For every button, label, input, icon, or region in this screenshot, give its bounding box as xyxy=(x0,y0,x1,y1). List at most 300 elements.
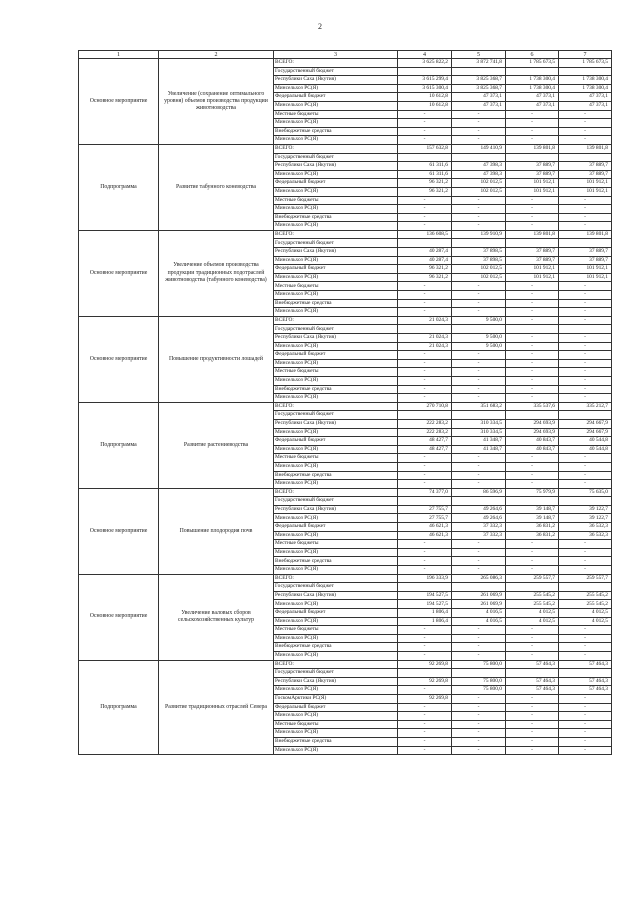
amount-cell: - xyxy=(452,127,506,136)
amount-cell: 101 912,1 xyxy=(506,265,559,274)
amount-cell: - xyxy=(559,342,612,351)
amount-cell: 37 898,5 xyxy=(452,248,506,257)
amount-cell: 37 332,3 xyxy=(452,523,506,532)
amount-cell: - xyxy=(398,359,452,368)
amount-cell: - xyxy=(398,737,452,746)
amount-cell xyxy=(452,669,506,678)
amount-cell: 47 373,1 xyxy=(559,101,612,110)
section-type: Подпрограмма xyxy=(79,144,159,230)
amount-cell: - xyxy=(398,110,452,119)
funding-source: Минсельхоз РС(Я) xyxy=(274,101,398,110)
amount-cell: - xyxy=(559,462,612,471)
funding-source: Местные бюджеты xyxy=(274,720,398,729)
amount-cell: - xyxy=(398,291,452,300)
amount-cell: - xyxy=(559,566,612,575)
amount-cell: 3 615 300,4 xyxy=(398,84,452,93)
funding-source: ВСЕГО: xyxy=(274,574,398,583)
amount-cell: - xyxy=(559,712,612,721)
funding-source: Минсельхоз РС(Я) xyxy=(274,291,398,300)
amount-cell xyxy=(506,583,559,592)
amount-cell: 92 269,8 xyxy=(398,660,452,669)
amount-cell: 102 012,5 xyxy=(452,265,506,274)
amount-cell: 255 545,2 xyxy=(506,600,559,609)
amount-cell: - xyxy=(452,462,506,471)
section-type: Основное мероприятие xyxy=(79,59,159,145)
amount-cell: - xyxy=(559,282,612,291)
section-type: Основное мероприятие xyxy=(79,230,159,316)
amount-cell: - xyxy=(559,205,612,214)
funding-source: Внебюджетные средства xyxy=(274,127,398,136)
funding-source: ГоскомАрктики РС(Я) xyxy=(274,694,398,703)
amount-cell: - xyxy=(506,557,559,566)
funding-source: Минсельхоз РС(Я) xyxy=(274,342,398,351)
amount-cell: - xyxy=(506,394,559,403)
amount-cell: - xyxy=(559,548,612,557)
amount-cell: - xyxy=(506,110,559,119)
amount-cell: 92 269,8 xyxy=(398,694,452,703)
section-name: Развитие растениеводства xyxy=(159,402,274,488)
amount-cell: - xyxy=(559,368,612,377)
amount-cell: 270 710,8 xyxy=(398,402,452,411)
funding-source: Минсельхоз РС(Я) xyxy=(274,308,398,317)
funding-source: Минсельхоз РС(Я) xyxy=(274,394,398,403)
amount-cell: 46 621,3 xyxy=(398,531,452,540)
amount-cell: - xyxy=(506,703,559,712)
section-name: Увеличение объемов производства продукции традиционных подотраслей животноводства (табунного коневодства) xyxy=(159,230,274,316)
funding-source: Республики Саха (Якутия) xyxy=(274,505,398,514)
funding-source: Республики Саха (Якутия) xyxy=(274,419,398,428)
amount-cell: - xyxy=(506,299,559,308)
amount-cell: 36 532,3 xyxy=(559,523,612,532)
funding-source: Внебюджетные средства xyxy=(274,557,398,566)
amount-cell: - xyxy=(506,213,559,222)
funding-source: Федеральный бюджет xyxy=(274,609,398,618)
funding-source: Минсельхоз РС(Я) xyxy=(274,712,398,721)
funding-source: Минсельхоз РС(Я) xyxy=(274,187,398,196)
funding-source: Местные бюджеты xyxy=(274,540,398,549)
funding-source: Минсельхоз РС(Я) xyxy=(274,566,398,575)
amount-cell: 46 621,3 xyxy=(398,523,452,532)
amount-cell: - xyxy=(559,196,612,205)
amount-cell: - xyxy=(452,566,506,575)
amount-cell: - xyxy=(506,548,559,557)
funding-source: ВСЕГО: xyxy=(274,230,398,239)
amount-cell: 61 311,6 xyxy=(398,170,452,179)
amount-cell: - xyxy=(398,119,452,128)
funding-source: Федеральный бюджет xyxy=(274,437,398,446)
amount-cell: 39 148,7 xyxy=(506,505,559,514)
funding-source: ВСЕГО: xyxy=(274,488,398,497)
amount-cell: - xyxy=(506,480,559,489)
amount-cell: - xyxy=(506,316,559,325)
amount-cell: - xyxy=(398,454,452,463)
amount-cell: 57 464,3 xyxy=(506,686,559,695)
funding-source: Минсельхоз РС(Я) xyxy=(274,428,398,437)
amount-cell: 136 608,5 xyxy=(398,230,452,239)
amount-cell: 101 912,1 xyxy=(559,179,612,188)
amount-cell: 37 889,7 xyxy=(559,170,612,179)
funding-source: Минсельхоз РС(Я) xyxy=(274,273,398,282)
funding-source: Местные бюджеты xyxy=(274,368,398,377)
amount-cell: - xyxy=(398,471,452,480)
amount-cell: - xyxy=(398,385,452,394)
amount-cell: 101 912,1 xyxy=(506,179,559,188)
amount-cell: 75 800,0 xyxy=(452,677,506,686)
table-row xyxy=(79,402,612,411)
amount-cell: - xyxy=(452,136,506,145)
amount-cell: - xyxy=(398,626,452,635)
funding-source: Государственный бюджет xyxy=(274,411,398,420)
amount-cell: 48 427,7 xyxy=(398,437,452,446)
amount-cell: 102 012,5 xyxy=(452,179,506,188)
amount-cell: - xyxy=(506,136,559,145)
funding-source: Государственный бюджет xyxy=(274,497,398,506)
amount-cell xyxy=(559,153,612,162)
amount-cell: - xyxy=(506,119,559,128)
funding-source: Минсельхоз РС(Я) xyxy=(274,462,398,471)
amount-cell: 335 537,6 xyxy=(506,402,559,411)
amount-cell: 3 825 368,7 xyxy=(452,76,506,85)
amount-cell: 47 373,1 xyxy=(452,101,506,110)
funding-source: Местные бюджеты xyxy=(274,196,398,205)
amount-cell: 21 024,3 xyxy=(398,342,452,351)
amount-cell: 335 212,7 xyxy=(559,402,612,411)
amount-cell: - xyxy=(452,651,506,660)
amount-cell: - xyxy=(452,712,506,721)
funding-source: ВСЕГО: xyxy=(274,144,398,153)
amount-cell: 47 373,1 xyxy=(506,93,559,102)
amount-cell: - xyxy=(398,746,452,755)
amount-cell: 57 464,3 xyxy=(559,660,612,669)
amount-cell: - xyxy=(559,127,612,136)
amount-cell: - xyxy=(398,205,452,214)
amount-cell: - xyxy=(398,462,452,471)
column-number: 7 xyxy=(559,51,612,59)
amount-cell: 49 264,6 xyxy=(452,505,506,514)
funding-source: Внебюджетные средства xyxy=(274,213,398,222)
funding-source: Минсельхоз РС(Я) xyxy=(274,136,398,145)
funding-source: Минсельхоз РС(Я) xyxy=(274,514,398,523)
amount-cell: - xyxy=(452,557,506,566)
amount-cell: 294 667,9 xyxy=(559,428,612,437)
amount-cell: - xyxy=(452,454,506,463)
funding-source: Государственный бюджет xyxy=(274,669,398,678)
funding-source: Федеральный бюджет xyxy=(274,93,398,102)
section-name: Развитие традиционных отраслей Севера xyxy=(159,660,274,755)
amount-cell xyxy=(559,239,612,248)
amount-cell: 40 843,7 xyxy=(506,445,559,454)
amount-cell: 21 024,3 xyxy=(398,334,452,343)
amount-cell: 194 527,5 xyxy=(398,600,452,609)
amount-cell: 96 321,2 xyxy=(398,179,452,188)
column-number: 1 xyxy=(79,51,159,59)
amount-cell xyxy=(506,67,559,76)
amount-cell xyxy=(452,497,506,506)
funding-source: Федеральный бюджет xyxy=(274,523,398,532)
funding-source: Республики Саха (Якутия) xyxy=(274,334,398,343)
amount-cell: - xyxy=(559,222,612,231)
funding-source: Государственный бюджет xyxy=(274,325,398,334)
amount-cell: - xyxy=(506,351,559,360)
amount-cell: - xyxy=(559,351,612,360)
amount-cell xyxy=(452,239,506,248)
amount-cell: - xyxy=(452,626,506,635)
amount-cell: - xyxy=(559,316,612,325)
amount-cell: - xyxy=(506,454,559,463)
amount-cell: - xyxy=(398,213,452,222)
amount-cell: 255 545,2 xyxy=(506,591,559,600)
amount-cell: - xyxy=(559,376,612,385)
amount-cell: 37 889,7 xyxy=(506,256,559,265)
amount-cell: 139 910,9 xyxy=(452,230,506,239)
amount-cell: 1 785 673,5 xyxy=(506,59,559,68)
funding-source: Республики Саха (Якутия) xyxy=(274,162,398,171)
page-number: 2 xyxy=(318,22,322,31)
amount-cell xyxy=(398,67,452,76)
amount-cell: - xyxy=(506,205,559,214)
amount-cell: - xyxy=(559,291,612,300)
amount-cell: 101 912,1 xyxy=(506,187,559,196)
amount-cell: 4 016,5 xyxy=(452,617,506,626)
funding-source: ВСЕГО: xyxy=(274,316,398,325)
amount-cell: - xyxy=(398,351,452,360)
amount-cell: - xyxy=(506,376,559,385)
amount-cell: - xyxy=(452,351,506,360)
amount-cell xyxy=(506,325,559,334)
amount-cell: 222 283,2 xyxy=(398,428,452,437)
section-type: Подпрограмма xyxy=(79,402,159,488)
funding-source: Минсельхоз РС(Я) xyxy=(274,634,398,643)
amount-cell: 92 269,8 xyxy=(398,677,452,686)
amount-cell xyxy=(452,411,506,420)
amount-cell: 27 755,7 xyxy=(398,514,452,523)
funding-source: Минсельхоз РС(Я) xyxy=(274,531,398,540)
amount-cell: - xyxy=(398,566,452,575)
funding-source: Федеральный бюджет xyxy=(274,703,398,712)
amount-cell: 41 348,7 xyxy=(452,437,506,446)
amount-cell: - xyxy=(506,626,559,635)
amount-cell: 75 800,0 xyxy=(452,686,506,695)
funding-source: ВСЕГО: xyxy=(274,402,398,411)
funding-source: Внебюджетные средства xyxy=(274,737,398,746)
amount-cell: 1 738 300,4 xyxy=(559,76,612,85)
funding-source: Минсельхоз РС(Я) xyxy=(274,256,398,265)
amount-cell: 40 843,7 xyxy=(506,437,559,446)
amount-cell: 157 632,8 xyxy=(398,144,452,153)
funding-source: Местные бюджеты xyxy=(274,626,398,635)
amount-cell: 86 596,9 xyxy=(452,488,506,497)
amount-cell: 47 373,1 xyxy=(506,101,559,110)
amount-cell: - xyxy=(559,136,612,145)
amount-cell: - xyxy=(559,471,612,480)
section-name: Развитие табунного коневодства xyxy=(159,144,274,230)
amount-cell xyxy=(506,669,559,678)
funding-source: Государственный бюджет xyxy=(274,153,398,162)
amount-cell xyxy=(506,411,559,420)
section-type: Основное мероприятие xyxy=(79,488,159,574)
amount-cell: - xyxy=(506,720,559,729)
column-number: 5 xyxy=(452,51,506,59)
amount-cell: - xyxy=(452,643,506,652)
amount-cell xyxy=(398,325,452,334)
amount-cell xyxy=(398,239,452,248)
amount-cell: 39 122,7 xyxy=(559,514,612,523)
amount-cell: - xyxy=(452,694,506,703)
amount-cell: - xyxy=(506,651,559,660)
amount-cell: 4 016,5 xyxy=(452,609,506,618)
funding-source: Минсельхоз РС(Я) xyxy=(274,729,398,738)
amount-cell: 9 500,0 xyxy=(452,342,506,351)
amount-cell: - xyxy=(452,110,506,119)
amount-cell: 40 287,4 xyxy=(398,256,452,265)
amount-cell: 36 532,3 xyxy=(559,531,612,540)
amount-cell: 255 545,2 xyxy=(559,600,612,609)
amount-cell: - xyxy=(506,712,559,721)
amount-cell: - xyxy=(559,557,612,566)
amount-cell: - xyxy=(398,557,452,566)
amount-cell: 1 738 300,4 xyxy=(506,76,559,85)
amount-cell: 194 527,5 xyxy=(398,591,452,600)
funding-source: Минсельхоз РС(Я) xyxy=(274,222,398,231)
funding-source: Государственный бюджет xyxy=(274,239,398,248)
funding-source: Минсельхоз РС(Я) xyxy=(274,480,398,489)
amount-cell: 57 464,3 xyxy=(559,686,612,695)
amount-cell: 10 612,8 xyxy=(398,93,452,102)
amount-cell: 265 086,3 xyxy=(452,574,506,583)
amount-cell: - xyxy=(506,643,559,652)
amount-cell: - xyxy=(398,480,452,489)
amount-cell: 47 398,3 xyxy=(452,162,506,171)
amount-cell: 40 544,8 xyxy=(559,437,612,446)
amount-cell: - xyxy=(559,308,612,317)
funding-source: Минсельхоз РС(Я) xyxy=(274,445,398,454)
amount-cell: - xyxy=(398,136,452,145)
amount-cell: 10 612,8 xyxy=(398,101,452,110)
amount-cell: 255 545,2 xyxy=(559,591,612,600)
amount-cell xyxy=(559,669,612,678)
amount-cell: - xyxy=(452,737,506,746)
funding-source: Республики Саха (Якутия) xyxy=(274,248,398,257)
amount-cell: - xyxy=(559,703,612,712)
section-name: Повышение плодородия почв xyxy=(159,488,274,574)
table-row xyxy=(79,59,612,68)
amount-cell: - xyxy=(398,643,452,652)
amount-cell: - xyxy=(506,127,559,136)
amount-cell: - xyxy=(398,282,452,291)
amount-cell: - xyxy=(559,634,612,643)
amount-cell: 1 738 300,4 xyxy=(506,84,559,93)
amount-cell: - xyxy=(559,746,612,755)
amount-cell xyxy=(398,497,452,506)
amount-cell: 40 287,4 xyxy=(398,248,452,257)
amount-cell: - xyxy=(452,720,506,729)
amount-cell: 101 912,1 xyxy=(559,187,612,196)
amount-cell: - xyxy=(398,540,452,549)
amount-cell: - xyxy=(398,634,452,643)
amount-cell: - xyxy=(452,213,506,222)
amount-cell: - xyxy=(506,634,559,643)
amount-cell xyxy=(559,497,612,506)
table-row xyxy=(79,316,612,325)
amount-cell: 149 410,9 xyxy=(452,144,506,153)
amount-cell: 196 333,9 xyxy=(398,574,452,583)
funding-source: Минсельхоз РС(Я) xyxy=(274,359,398,368)
amount-cell: - xyxy=(559,540,612,549)
amount-cell: - xyxy=(452,471,506,480)
amount-cell: 1 785 673,5 xyxy=(559,59,612,68)
section-name: Увеличение (сохранение оптимального уровня) объемов производства продукции животноводства xyxy=(159,59,274,145)
amount-cell xyxy=(506,497,559,506)
amount-cell: - xyxy=(559,110,612,119)
amount-cell: 75 979,9 xyxy=(506,488,559,497)
amount-cell: 294 693,9 xyxy=(506,419,559,428)
amount-cell: 101 912,1 xyxy=(559,265,612,274)
funding-source: Федеральный бюджет xyxy=(274,179,398,188)
funding-source: Республики Саха (Якутия) xyxy=(274,76,398,85)
table-row xyxy=(79,230,612,239)
amount-cell xyxy=(452,153,506,162)
amount-cell: 75 800,0 xyxy=(452,660,506,669)
amount-cell: - xyxy=(452,634,506,643)
amount-cell: - xyxy=(452,480,506,489)
funding-source: Минсельхоз РС(Я) xyxy=(274,600,398,609)
amount-cell: 61 311,6 xyxy=(398,162,452,171)
amount-cell xyxy=(559,67,612,76)
amount-cell: 9 500,0 xyxy=(452,316,506,325)
amount-cell: 37 889,7 xyxy=(506,162,559,171)
amount-cell xyxy=(398,669,452,678)
amount-cell xyxy=(398,583,452,592)
amount-cell: - xyxy=(398,299,452,308)
section-name: Повышение продуктивности лошадей xyxy=(159,316,274,402)
table-row xyxy=(79,144,612,153)
amount-cell: 37 889,7 xyxy=(559,256,612,265)
amount-cell: 36 831,2 xyxy=(506,531,559,540)
funding-source: ВСЕГО: xyxy=(274,660,398,669)
amount-cell: 3 625 822,2 xyxy=(398,59,452,68)
amount-cell: - xyxy=(452,548,506,557)
amount-cell: - xyxy=(398,222,452,231)
amount-cell: 310 334,5 xyxy=(452,428,506,437)
amount-cell: - xyxy=(559,720,612,729)
amount-cell: - xyxy=(452,359,506,368)
amount-cell: 3 825 368,7 xyxy=(452,84,506,93)
amount-cell: - xyxy=(559,385,612,394)
amount-cell: 3 615 299,4 xyxy=(398,76,452,85)
amount-cell: - xyxy=(559,213,612,222)
amount-cell: - xyxy=(398,651,452,660)
amount-cell: - xyxy=(559,626,612,635)
amount-cell xyxy=(559,583,612,592)
amount-cell: - xyxy=(506,746,559,755)
amount-cell: - xyxy=(559,394,612,403)
amount-cell: - xyxy=(506,368,559,377)
funding-source: Минсельхоз РС(Я) xyxy=(274,617,398,626)
amount-cell: - xyxy=(506,462,559,471)
amount-cell: - xyxy=(452,540,506,549)
amount-cell: 74 377,0 xyxy=(398,488,452,497)
amount-cell: 75 635,0 xyxy=(559,488,612,497)
amount-cell: 101 912,1 xyxy=(559,273,612,282)
funding-source: Федеральный бюджет xyxy=(274,351,398,360)
amount-cell: - xyxy=(398,196,452,205)
amount-cell: - xyxy=(452,394,506,403)
funding-source: Минсельхоз РС(Я) xyxy=(274,205,398,214)
funding-source: Минсельхоз РС(Я) xyxy=(274,119,398,128)
amount-cell: - xyxy=(398,548,452,557)
amount-cell: 4 012,5 xyxy=(506,617,559,626)
amount-cell: - xyxy=(398,368,452,377)
